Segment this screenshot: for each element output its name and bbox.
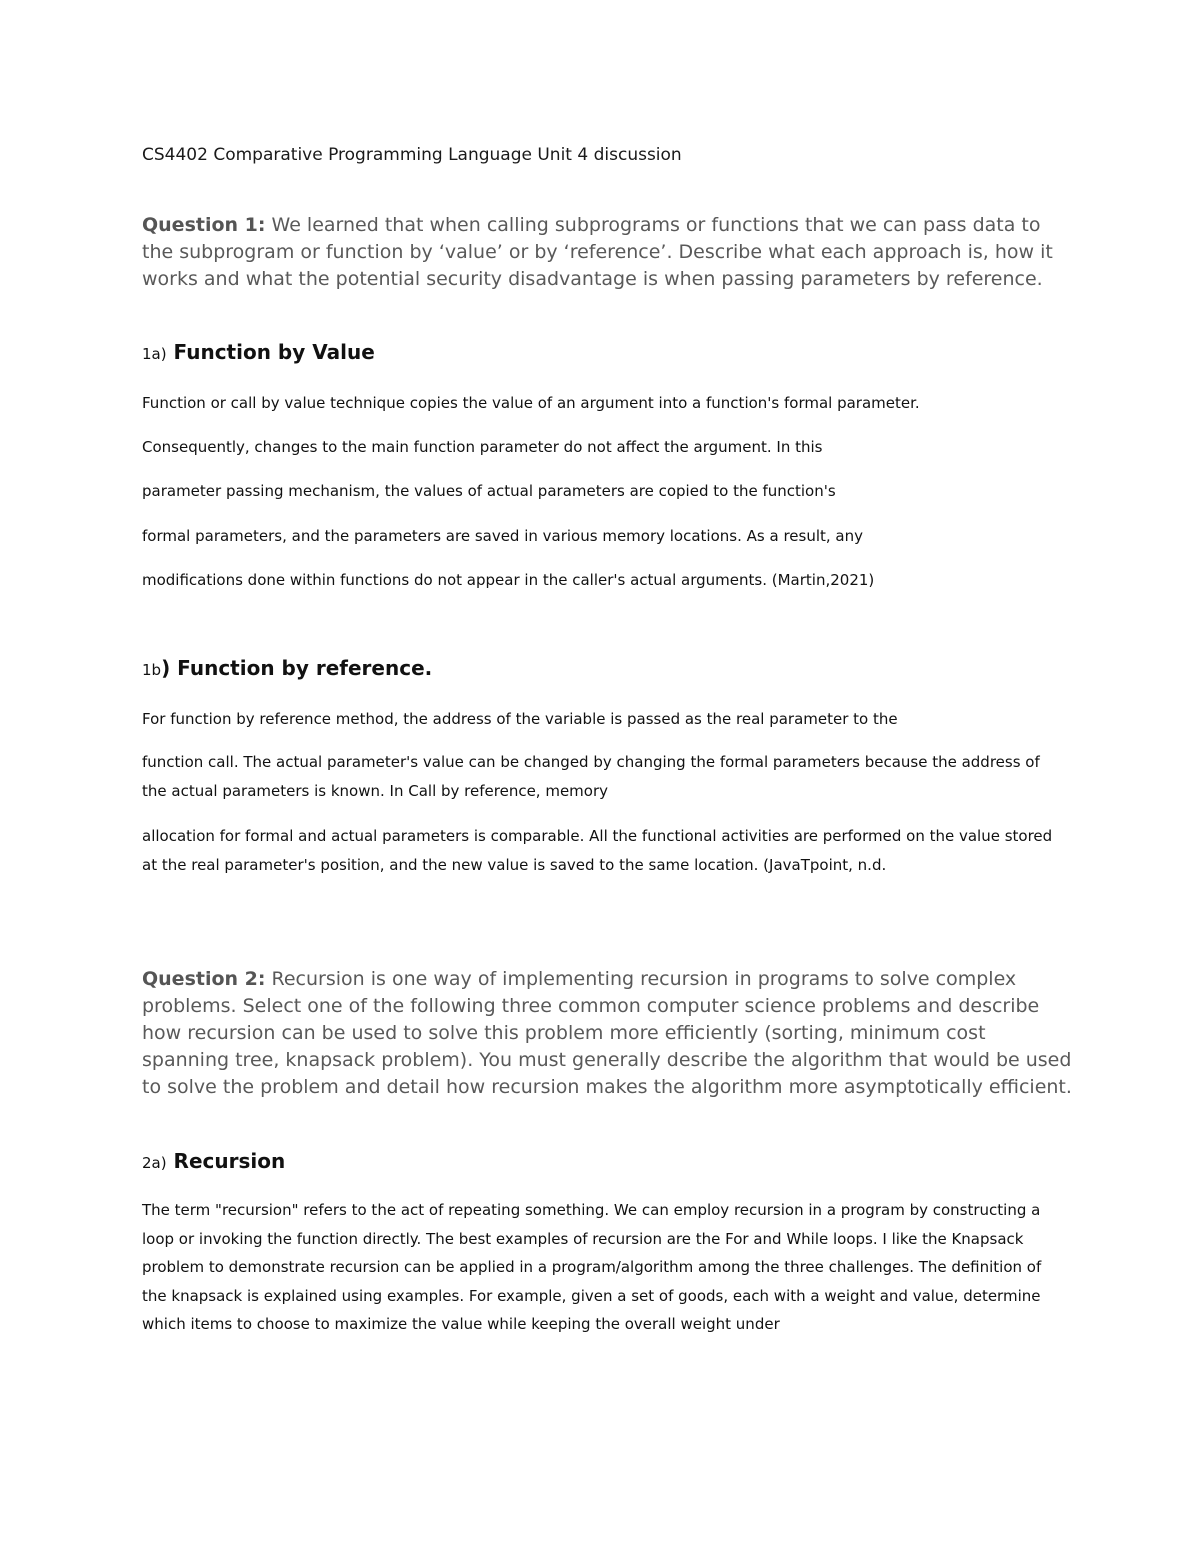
question-2-text: Recursion is one way of implementing recursion in programs to solve complex problems. Select one of the following three common computer science problems and describe how recursion can be used to solve this problem more efficiently (sorting, minimum cost spanning tree, knapsack problem). You must generally describe the algorithm that would be used to solve the problem and detail how recursion makes the algorithm more asymptotically efficient. [142,968,1072,1098]
section-1a-title: Function by Value [166,340,375,364]
section-1b-paragraph: allocation for formal and actual parameters is comparable. All the functional activities are performed on the value stored at the real parameter's position, and the new value is saved to the same location. (JavaTpoint, n.d. [142,827,1053,874]
section-2a-number: 2a) [142,1154,167,1172]
question-1-text: We learned that when calling subprograms or functions that we can pass data to the subprogram or function by ‘value’ or by ‘reference’. Describe what each approach is, how it works and what the potential security disadvantage is when passing parameters by reference. [142,214,1053,290]
section-1b-heading [142,656,432,680]
section-1a-heading [142,340,375,364]
section-1a-line: Consequently, changes to the main function parameter do not affect the argument. In this [142,438,823,456]
document-title: CS4402 Comparative Programming Language Unit 4 discussion [142,145,682,165]
section-1b-paragraph: function call. The actual parameter's value can be changed by changing the formal parameters because the address of the actual parameters is known. In Call by reference, memory [142,753,1040,800]
section-2a-title: Recursion [166,1149,286,1173]
section-1a-line: formal parameters, and the parameters are saved in various memory locations. As a result, any [142,527,863,545]
section-1a-line: modifications done within functions do not appear in the caller's actual arguments. (Martin,2021) [142,571,875,589]
question-2-label: Question 2: [142,968,266,990]
section-1b-title: ) Function by reference. [161,656,433,680]
question-1-label: Question 1: [142,214,266,236]
section-1a-line: parameter passing mechanism, the values of actual parameters are copied to the function's [142,482,836,500]
section-1a-number: 1a) [142,345,167,363]
section-1b-line: For function by reference method, the address of the variable is passed as the real parameter to the [142,710,898,728]
section-2a-paragraph: The term "recursion" refers to the act of repeating something. We can employ recursion in a program by constructing a loop or invoking the function directly. The best examples of recursion are the For and While loops. I like the Knapsack problem to demonstrate recursion can be applied in a program/algorithm among the three challenges. The definition of the knapsack is explained using examples. For example, given a set of goods, each with a weight and value, determine which items to choose to maximize the value while keeping the overall weight under [142,1201,1042,1333]
section-1b-number: 1b [142,661,162,679]
question-2 [142,966,1072,1101]
section-2a-heading [142,1149,285,1173]
question-1 [142,212,1072,293]
section-1a-line: Function or call by value technique copies the value of an argument into a function's formal parameter. [142,394,920,412]
